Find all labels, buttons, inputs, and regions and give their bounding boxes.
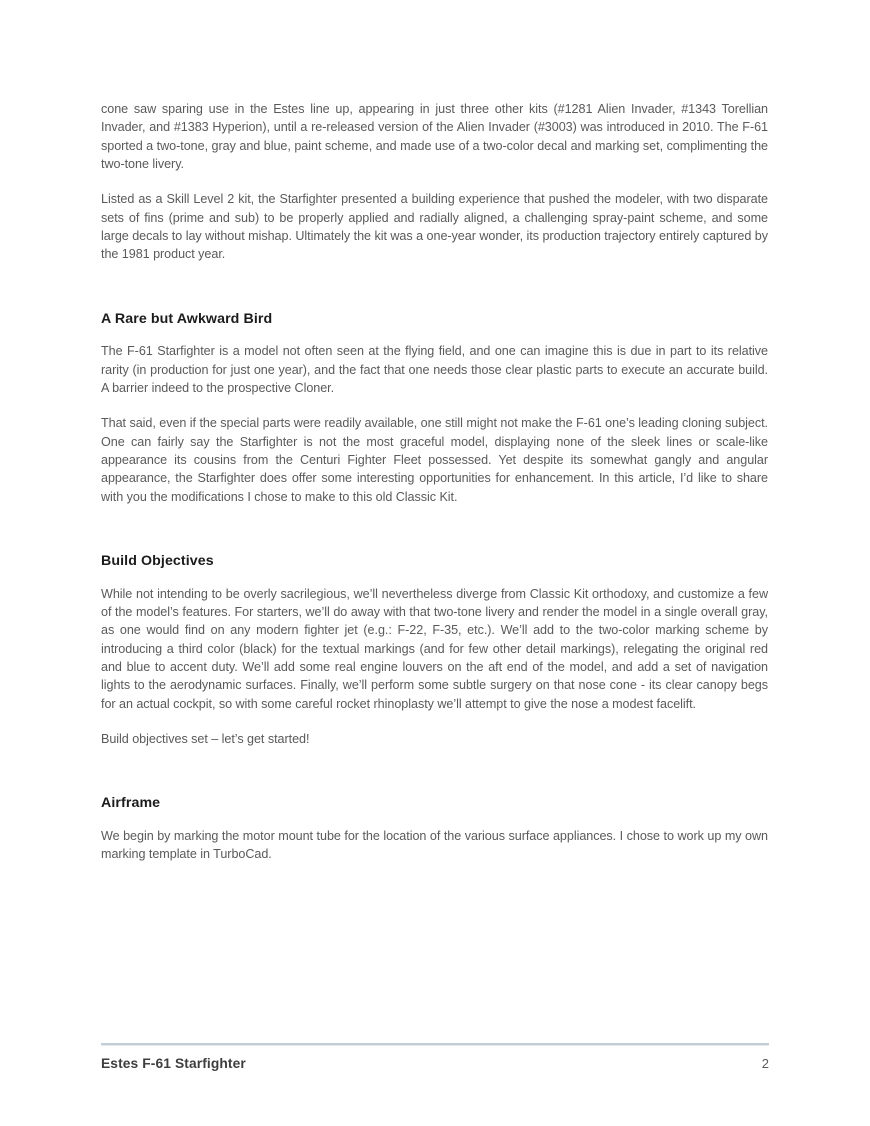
section-heading-airframe: Airframe bbox=[101, 795, 161, 812]
section-heading-rare-but-awkward-bird: A Rare but Awkward Bird bbox=[101, 310, 273, 327]
footer-divider bbox=[101, 1043, 769, 1046]
body-paragraph: cone saw sparing use in the Estes line up, appearing in just three other kits (#1281 Alien Invader, #1343 Torellian Invader, and #1383 Hyperion), until a re-released version of the Alien Invader (#3003) was introduced in 2010. The F-61 sported a two-tone, gray and blue, paint scheme, and made use of a two-color decal and marking set, complimenting the two-tone livery. bbox=[101, 102, 768, 172]
page-number: 2 bbox=[761, 1056, 769, 1071]
body-paragraph: While not intending to be overly sacrilegious, we’ll nevertheless diverge from Classic Kit orthodoxy, and customize a few of the model’s features. For starters, we’ll do away with that two-tone livery and render the model in a single overall gray, as one would find on any modern fighter jet (e.g.: F-22, F-35, etc.). We’ll add to the two-color marking scheme by introducing a third color (black) for the textual markings (and for few other detail markings), relegating the original red and blue to accent duty. We’ll add some real engine louvers on the aft end of the model, and add a set of navigation lights to the aerodynamic surfaces. Finally, we’ll perform some subtle surgery on that nose cone - its clear canopy begs for an actual cockpit, so with some careful rocket rhinoplasty we’ll attempt to give the nose a modest facelift. bbox=[101, 586, 768, 711]
page-footer bbox=[101, 1056, 769, 1071]
body-paragraph: Build objectives set – let’s get started! bbox=[101, 731, 310, 746]
body-paragraph: The F-61 Starfighter is a model not often seen at the flying field, and one can imagine this is due in part to its relative rarity (in production for just one year), and the fact that one needs those clear plastic parts to execute an accurate build. A barrier indeed to the prospective Cloner. bbox=[101, 344, 768, 395]
body-paragraph: We begin by marking the motor mount tube for the location of the various surface appliances. I chose to work up my own marking template in TurboCad. bbox=[101, 828, 768, 862]
body-paragraph: Listed as a Skill Level 2 kit, the Starfighter presented a building experience that pushed the modeler, with two disparate sets of fins (prime and sub) to be properly applied and radially aligned, a challenging spray-paint scheme, and some large decals to lay without mishap. Ultimately the kit was a one-year wonder, its production trajectory entirely captured by the 1981 product year. bbox=[101, 192, 768, 262]
footer-document-title: Estes F-61 Starfighter bbox=[101, 1056, 246, 1071]
section-heading-build-objectives: Build Objectives bbox=[101, 553, 214, 569]
body-paragraph: That said, even if the special parts were readily available, one still might not make the F-61 one’s leading cloning subject. One can fairly say the Starfighter is not the most graceful model, displaying none of the sleek lines or scale-like appearance its cousins from the Centuri Fighter Fleet possessed. Yet despite its somewhat gangly and angular appearance, the Starfighter does offer some interesting opportunities for enhancement. In this article, I’d like to share with you the modifications I chose to make to this old Classic Kit. bbox=[101, 416, 768, 504]
article-body bbox=[101, 100, 768, 880]
